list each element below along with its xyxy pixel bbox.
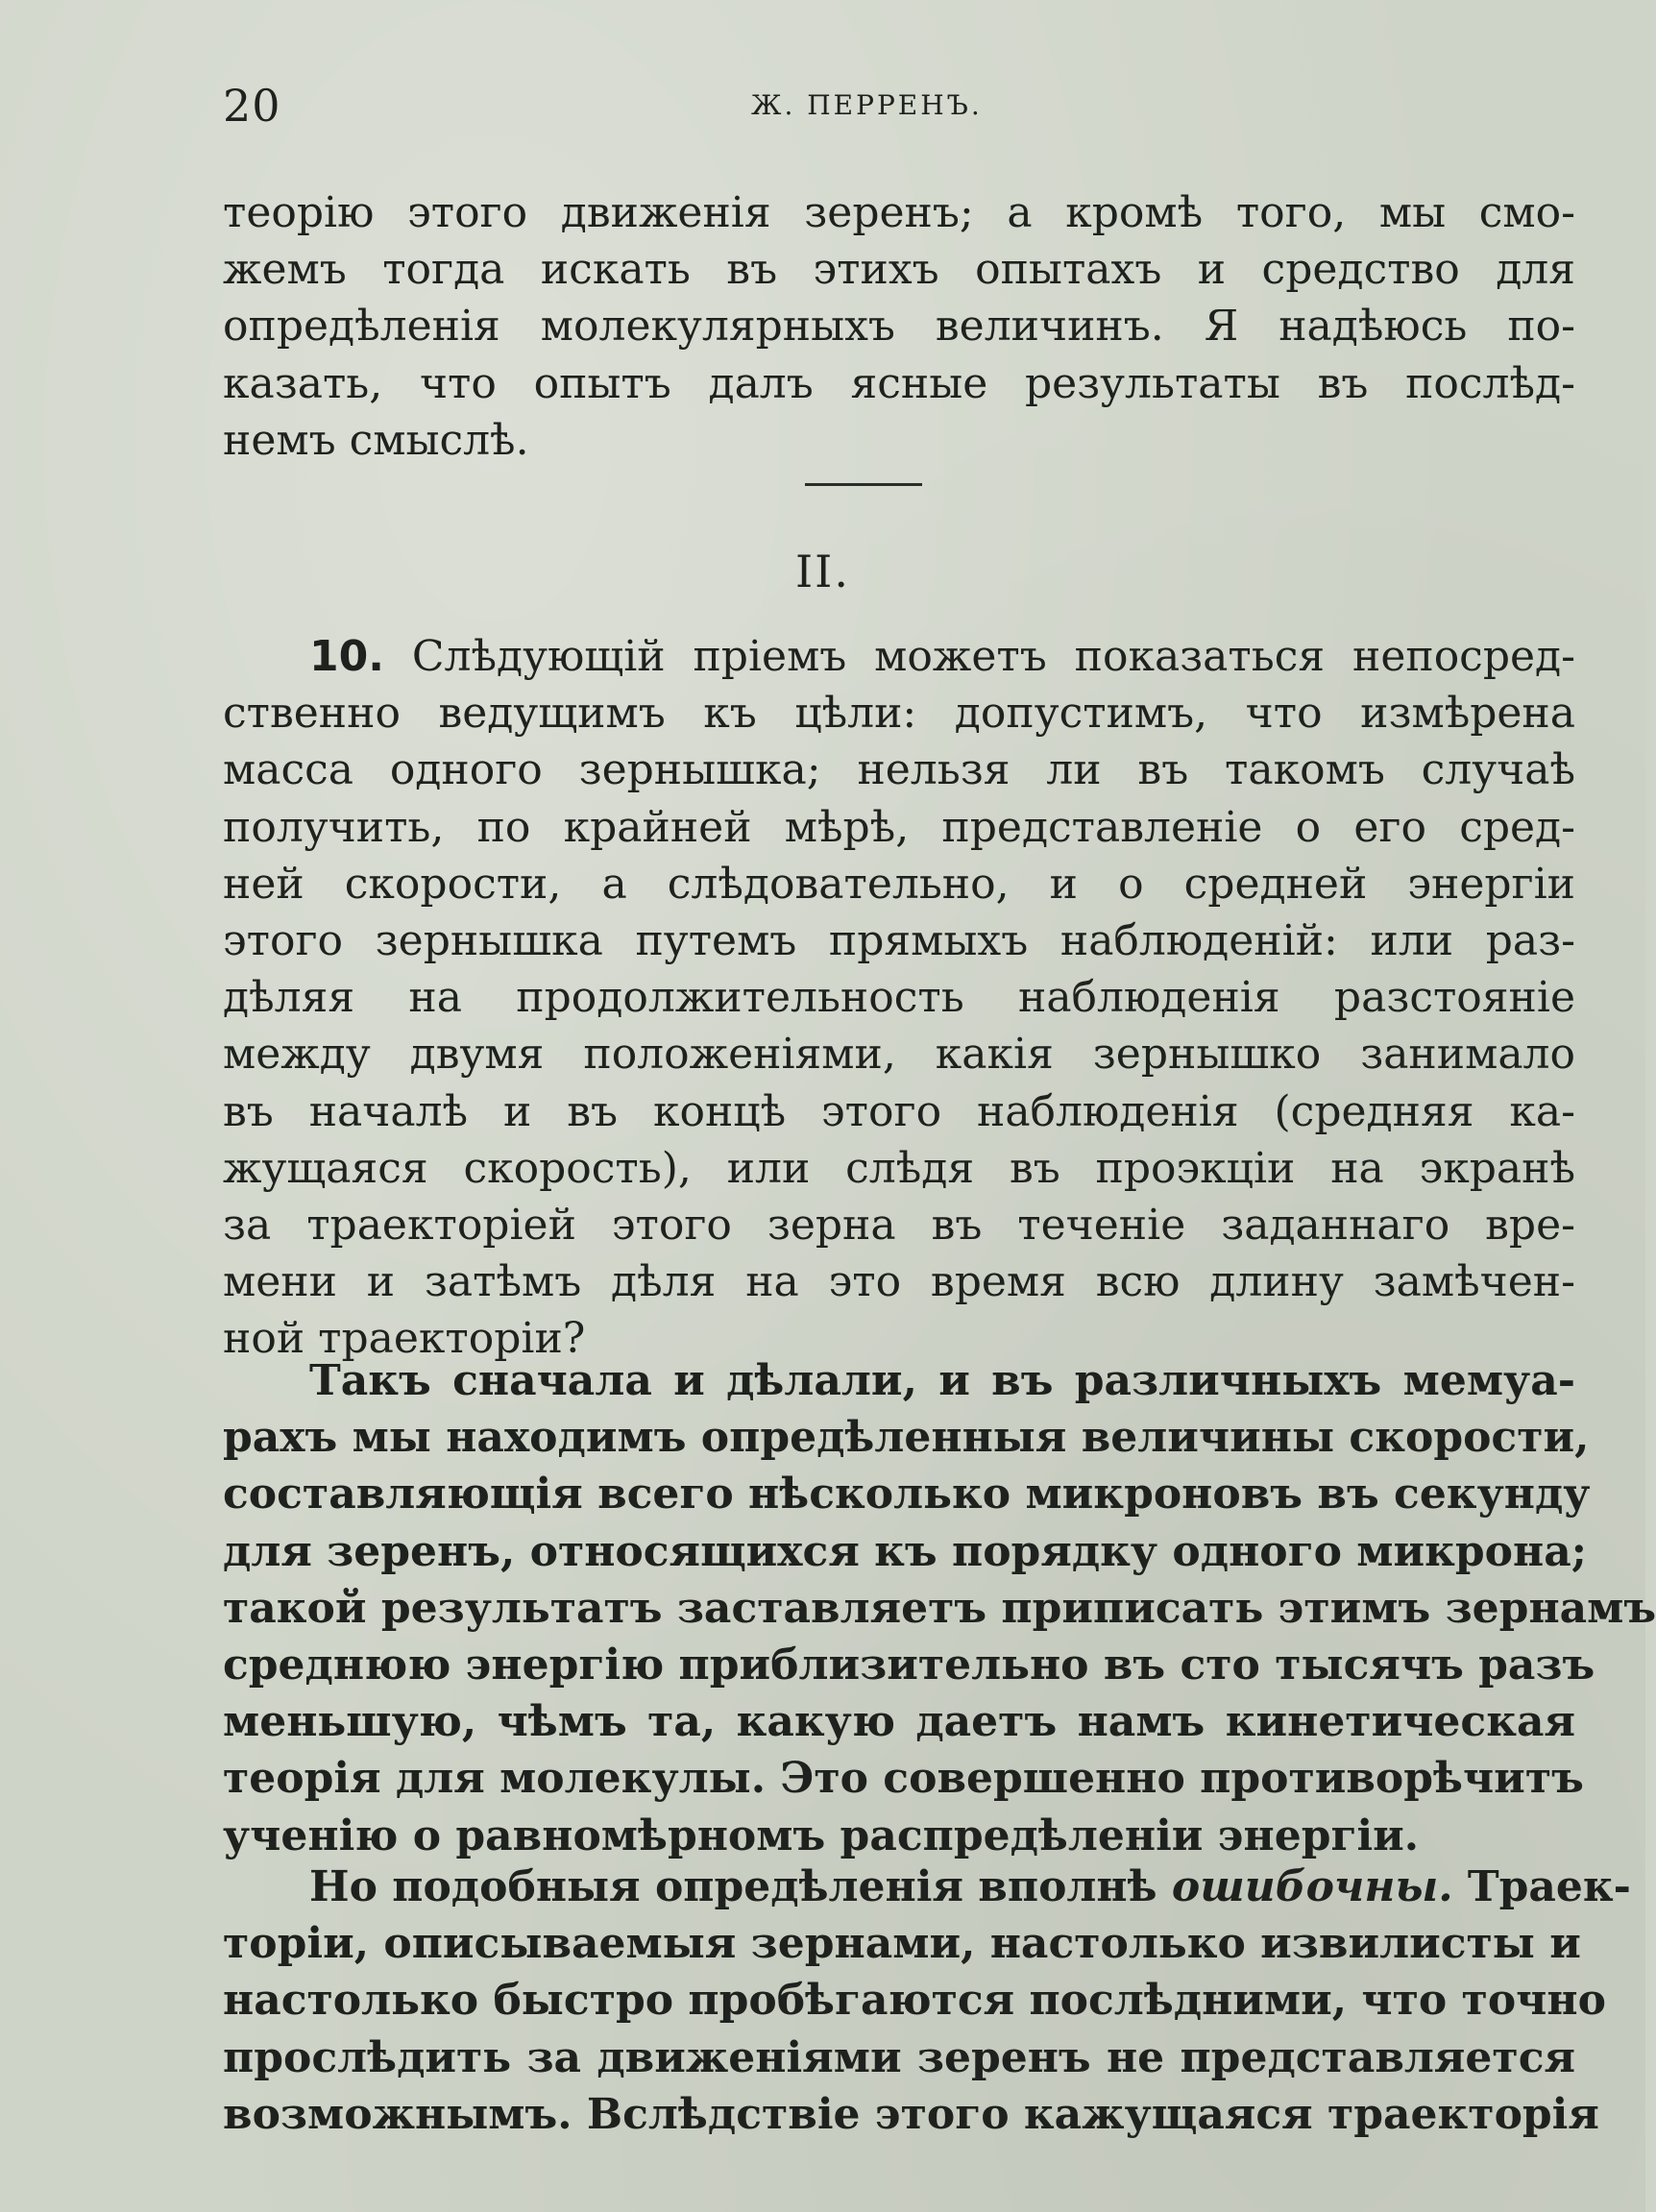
text-line: теорію этого движенія зеренъ; а кромѣ того, мы смо- [223, 188, 1575, 237]
paragraph-10 [223, 628, 1575, 1367]
text-line: прослѣдить за движеніями зеренъ не представляется [223, 2032, 1575, 2082]
paragraph-first-line [223, 1859, 1631, 1915]
emphasis-text: ошибочны. [1171, 1862, 1453, 1911]
text-line: настолько быстро пробѣгаются послѣдними, что точно [223, 1976, 1606, 2026]
text-fragment: Траек- [1452, 1862, 1631, 1911]
paragraph-first-line [223, 628, 1575, 685]
text-line: за траекторіей этого зерна въ теченіе заданнаго вре- [223, 1200, 1575, 1250]
section-divider-rule [805, 483, 922, 486]
text-line: рахъ мы находимъ опредѣленныя величины скорости, [223, 1413, 1590, 1463]
text-line: составляющія всего нѣсколько микроновъ въ секунду [223, 1470, 1591, 1519]
text-line: торіи, описываемыя зернами, настолько извилисты и [223, 1919, 1581, 1969]
text-line: немъ смыслѣ. [223, 415, 529, 465]
text-line: среднюю энергію приблизительно въ сто тысячъ разъ [223, 1640, 1595, 1689]
text-line: ней скорости, а слѣдовательно, и о средней энергіи [223, 859, 1575, 909]
text-line: теорія для молекулы. Это совершенно противорѣчитъ [223, 1754, 1584, 1804]
text-line: между двумя положеніями, какія зернышко занимало [223, 1030, 1575, 1080]
text-line: опредѣленія молекулярныхъ величинъ. Я надѣюсь по- [223, 302, 1575, 352]
text-line: этого зернышка путемъ прямыхъ наблюденій: или раз- [223, 915, 1575, 965]
text-line: жемъ тогда искать въ этихъ опытахъ и средство для [223, 245, 1575, 295]
running-head: Ж. ПЕРРЕНЪ. [751, 89, 983, 121]
paragraph-3 [223, 1859, 1631, 2143]
text-line: для зеренъ, относящихся къ порядку одного микрона; [223, 1526, 1587, 1576]
text-line: возможнымъ. Вслѣдствіе этого кажущаяся траекторія [223, 2089, 1599, 2139]
text-line: получить, по крайней мѣрѣ, представленіе о его сред- [223, 802, 1575, 852]
text-line: меньшую, чѣмъ та, какую даетъ намъ кинетическая [223, 1697, 1575, 1747]
text-line: въ началѣ и въ концѣ этого наблюденія (средняя ка- [223, 1086, 1575, 1136]
text-line: казать, что опытъ далъ ясные результаты въ послѣд- [223, 358, 1575, 408]
text-line: такой результатъ заставляетъ приписать этимъ зернамъ [223, 1583, 1656, 1633]
section-heading: II. [795, 546, 850, 597]
text-line: ной траекторіи? [223, 1314, 586, 1364]
text-line: жущаяся скорость), или слѣдя въ проэкціи на экранѣ [223, 1143, 1575, 1193]
text-fragment: Но подобныя опредѣленія вполнѣ [309, 1862, 1172, 1911]
text-line: ственно ведущимъ къ цѣли: допустимъ, что измѣрена [223, 689, 1575, 739]
page-header [223, 77, 1575, 134]
paragraph-number: 10. [309, 632, 384, 681]
text-line: Такъ сначала и дѣлали, и въ различныхъ мемуа- [309, 1356, 1575, 1405]
text-line: дѣляя на продолжительность наблюденія разстояніе [223, 973, 1575, 1023]
text-line: масса одного зернышка; нельзя ли въ такомъ случаѣ [223, 745, 1575, 795]
intro-paragraph [223, 184, 1575, 469]
text-line: мени и затѣмъ дѣля на это время всю длину замѣчен- [223, 1257, 1575, 1307]
text-line: ученію о равномѣрномъ распредѣленіи энергіи. [223, 1811, 1420, 1860]
page-number: 20 [223, 80, 281, 132]
text-fragment: Слѣдующій пріемъ можетъ показаться непосред- [411, 632, 1575, 681]
paragraph-2 [223, 1352, 1656, 1864]
